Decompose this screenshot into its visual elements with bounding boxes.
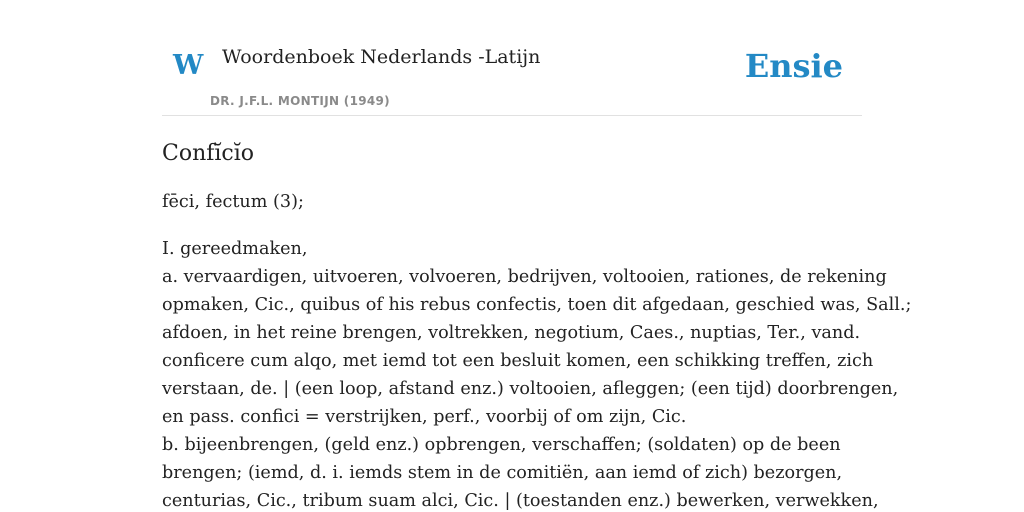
brand-logo[interactable]: Ensie bbox=[744, 47, 843, 85]
entry-headword: Confĭcĭo bbox=[162, 141, 255, 166]
definition-line: a. vervaardigen, uitvoeren, volvoeren, bedrijven, voltooien, rationes, de rekening bbox=[162, 267, 887, 287]
entry-content bbox=[162, 136, 912, 512]
dictionary-header bbox=[162, 0, 862, 116]
dictionary-title[interactable]: Woordenboek Nederlands -Latijn bbox=[222, 46, 541, 68]
definition-line: verstaan, de. | (een loop, afstand enz.) voltooien, afleggen; (een tijd) doorbrengen, bbox=[162, 379, 899, 399]
entry-definition bbox=[162, 235, 912, 512]
definition-line: conficere cum alqo, met iemd tot een besluit komen, een schikking treffen, zich bbox=[162, 351, 874, 371]
definition-line: b. bijeenbrengen, (geld enz.) opbrengen, verschaffen; (soldaten) op de been bbox=[162, 435, 841, 455]
definition-line: opmaken, Cic., quibus of his rebus confectis, toen dit afgedaan, geschied was, Sall.; bbox=[162, 295, 912, 315]
definition-line: brengen; (iemd, d. i. iemds stem in de comitiën, aan iemd of zich) bezorgen, bbox=[162, 463, 843, 483]
definition-line: en pass. confici = verstrijken, perf., voorbij of om zijn, Cic. bbox=[162, 407, 687, 427]
entry-grammar: fēci, fectum (3); bbox=[162, 192, 304, 212]
dictionary-logo[interactable]: W bbox=[173, 50, 204, 81]
dictionary-author: DR. J.F.L. MONTIJN (1949) bbox=[210, 94, 390, 108]
definition-line: afdoen, in het reine brengen, voltrekken, negotium, Caes., nuptias, Ter., vand. bbox=[162, 323, 861, 343]
definition-line: centurias, Cic., tribum suam alci, Cic. | (toestanden enz.) bewerken, verwekken, bbox=[162, 491, 879, 511]
definition-line: I. gereedmaken, bbox=[162, 239, 308, 259]
